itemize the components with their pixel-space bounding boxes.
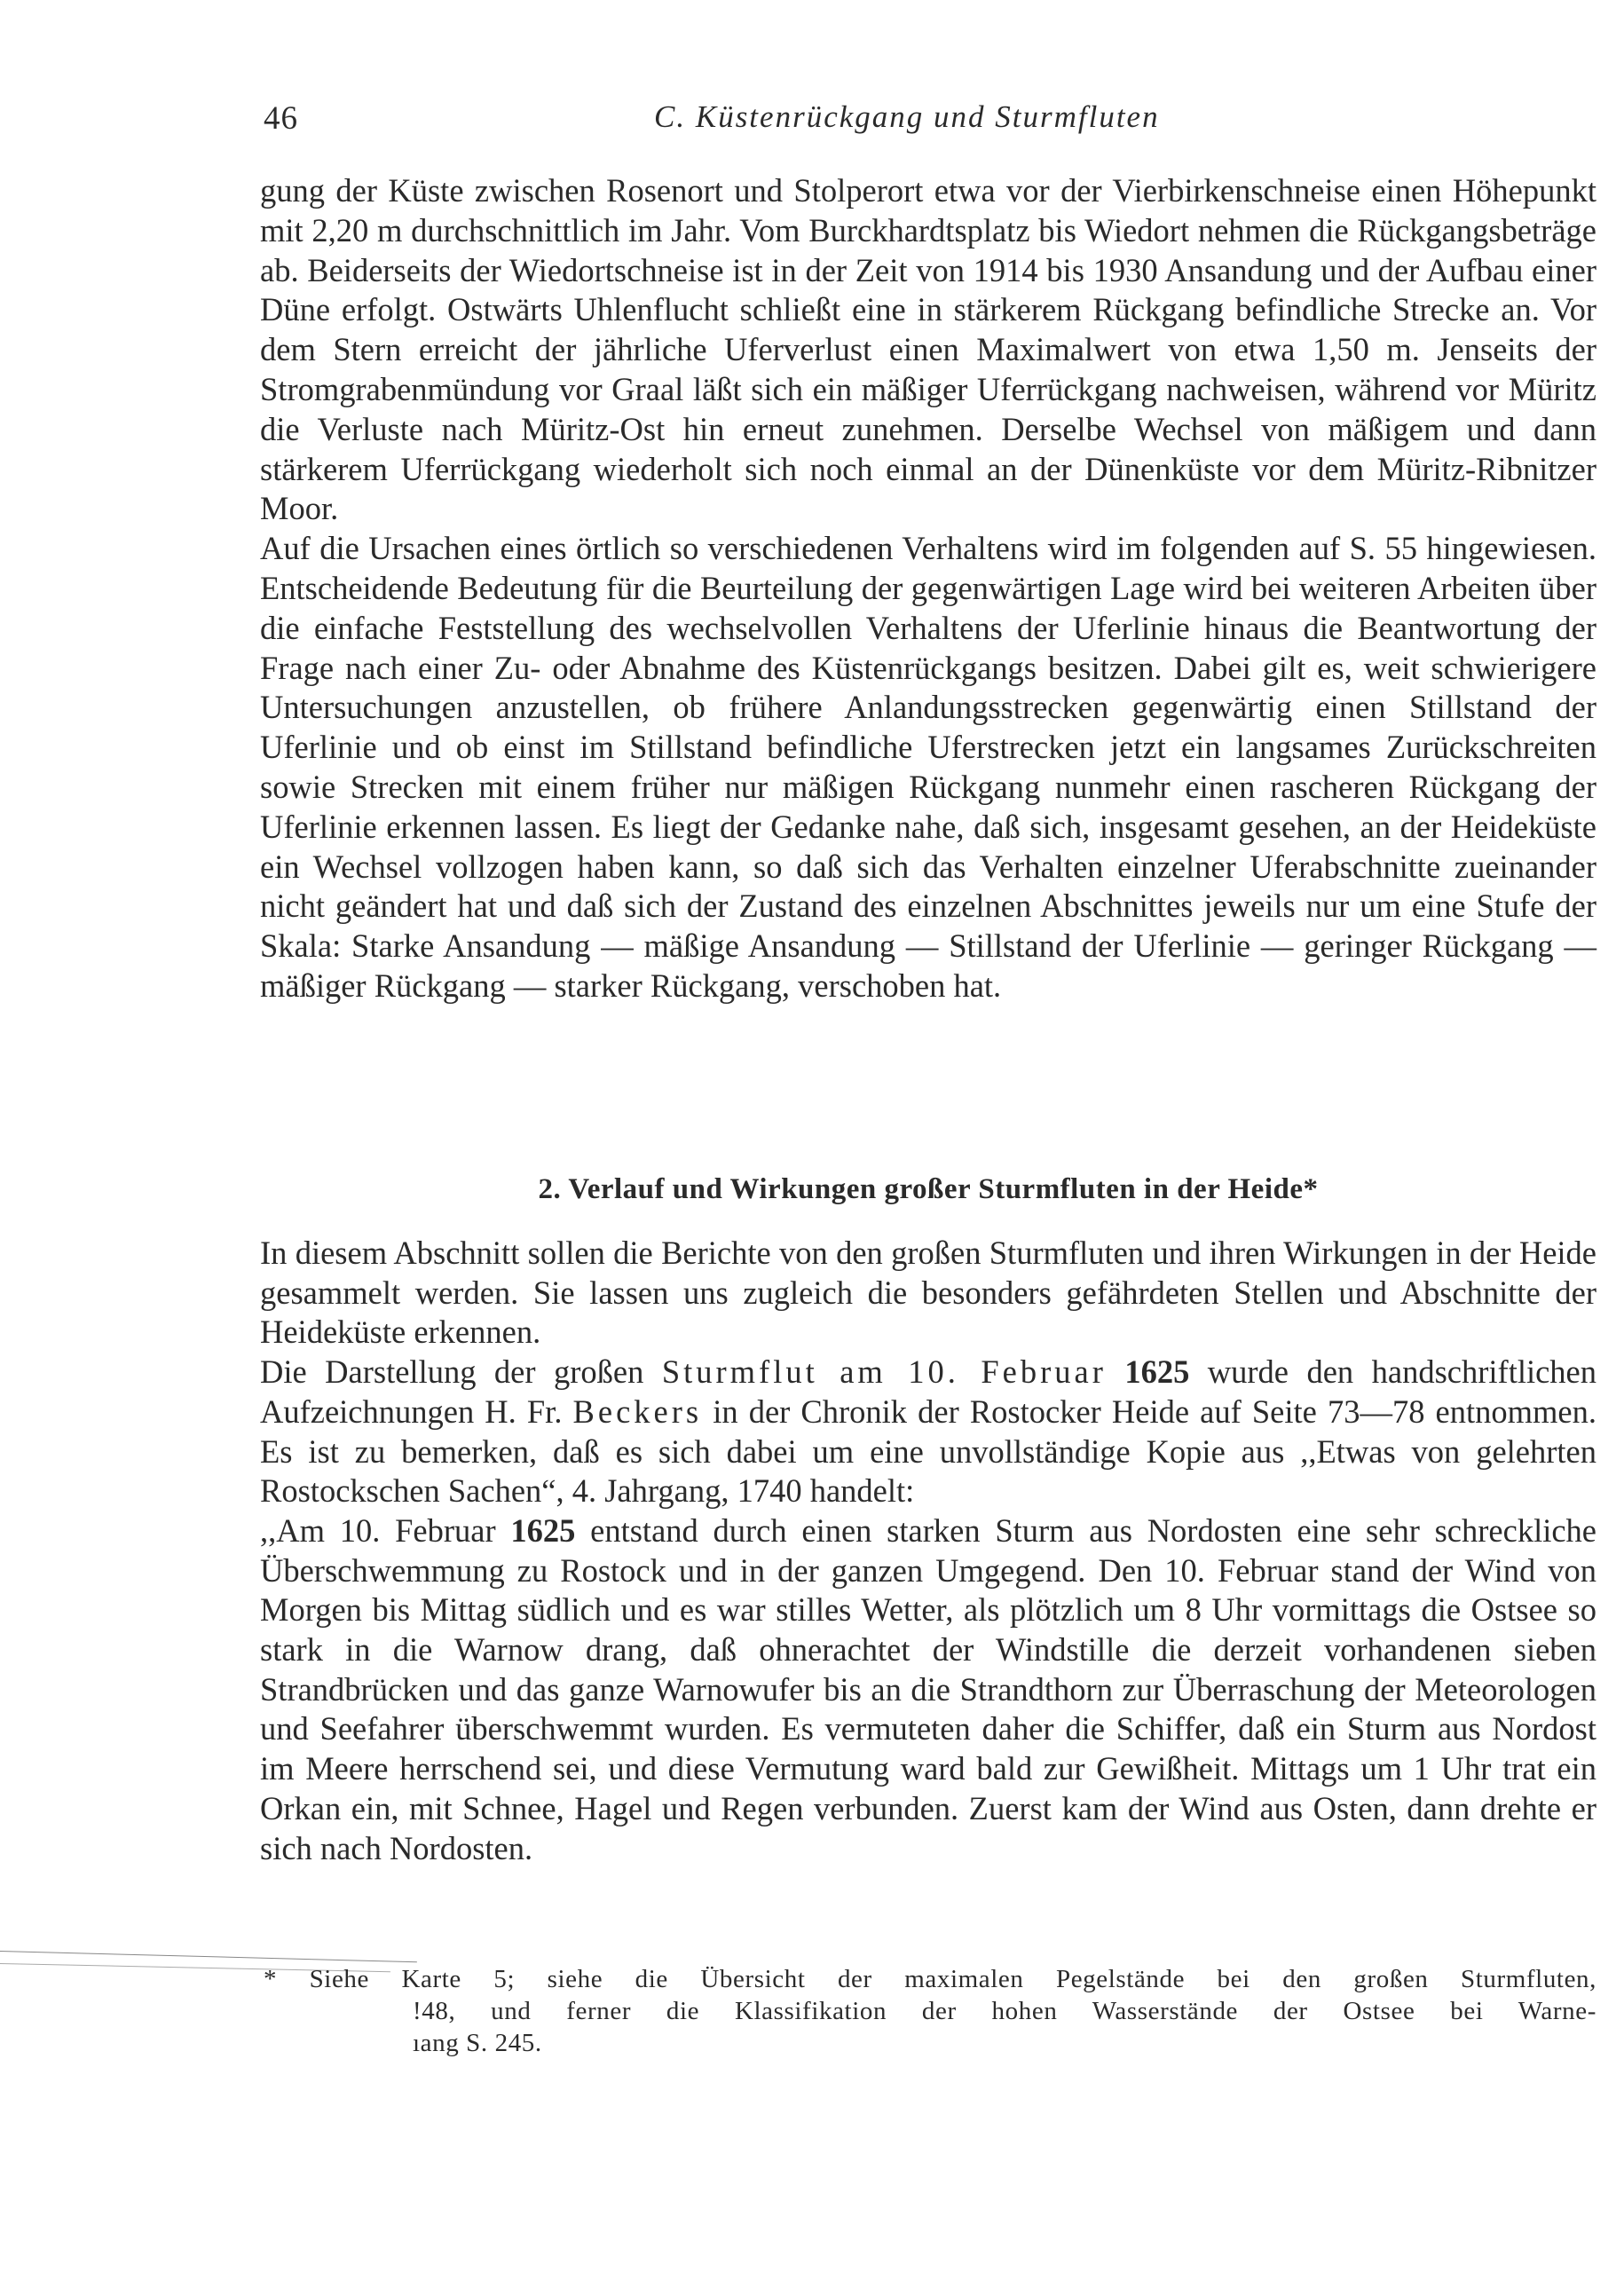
body-text-top [260, 171, 1596, 1006]
text-span: in der Chronik der Rostocker Heide auf Seite 73—78 entnommen. Es ist zu bemerken, daß es sich dabei um eine unvollständige Kopie aus ,,Etwas von gelehrten Rostockschen Sachen“, 4. Jahrgang, 1740 handelt: [260, 1392, 1596, 1510]
running-title: C. Küstenrückgang und Sturmfluten [654, 99, 1160, 134]
page-number: 46 [264, 100, 298, 137]
paragraph-coast-retreat: gung der Küste zwischen Rosenort und Stolperort etwa vor der Vierbirkenschneise einen Höhepunkt mit 2,20 m durchschnittlich im Jahr. Vom Burckhardtsplatz bis Wiedort nehmen die Rückgangsbeträge ab. Beiderseits der Wiedortschneise ist in der Zeit von 1914 bis 1930 Ansandung und der Aufbau einer Düne erfolgt. Ostwärts Uhlenflucht schließt eine in stärkerem Rückgang befindliche Strecke an. Vor dem Stern erreicht der jährliche Uferverlust einen Maximalwert von etwa 1,50 m. Jenseits der Stromgrabenmündung vor Graal läßt sich ein mäßiger Uferrückgang nachweisen, während vor Müritz die Verluste nach Müritz-Ost hin erneut zunehmen. Derselbe Wechsel von mäßigem und dann stärkerem Uferrückgang wiederholt sich noch einmal an der Dünenküste vor dem Müritz-Ribnitzer Moor. [260, 172, 1596, 527]
spaced-emphasis: Sturmflut am 10. Februar [661, 1353, 1107, 1391]
section-heading: 2. Verlauf und Wirkungen großer Sturmfluten in der Heide* [538, 1173, 1319, 1205]
spaced-author: Beckers [572, 1392, 703, 1430]
bold-year: 1625 [1124, 1353, 1190, 1391]
footnote-line: * Siehe Karte 5; siehe die Übersicht der maximalen Pegelstände bei den großen Sturmfluten, [264, 1965, 1596, 1993]
footnote-line: !48, und ferner die Klassifikation der hohen Wasserstände der Ostsee bei Warne- [413, 1997, 1596, 2025]
body-text-bottom [260, 1234, 1596, 1868]
paragraph-causes: Auf die Ursachen eines örtlich so verschiedenen Verhaltens wird im folgenden auf S. 55 hingewiesen. Entscheidende Bedeutung für die Beurteilung der gegenwärtigen Lage wird bei weiteren Arbeiten über die einfache Feststellung des wechselvollen Verhaltens der Uferlinie hinaus die Beantwortung der Frage nach einer Zu- oder Abnahme des Küstenrückgangs besitzen. Dabei gilt es, weit schwierigere Untersuchungen anzustellen, ob frühere Anlandungsstrecken gegenwärtig einen Stillstand der Uferlinie und ob einst im Stillstand befindliche Uferstrecken jetzt ein langsames Zurückschreiten sowie Strecken mit einem früher nur mäßigen Rückgang nunmehr einen rascheren Rückgang der Uferlinie erkennen lassen. Es liegt der Gedanke nahe, daß sich, insgesamt gesehen, an der Heideküste ein Wechsel vollzogen haben kann, so daß sich das Verhalten einzelner Uferabschnitte zueinander nicht geändert hat und daß sich der Zustand des einzelnen Abschnittes jeweils nur um eine Stufe der Skala: Starke Ansandung — mäßige Ansandung — Stillstand der Uferlinie — geringer Rückgang — mäßiger Rückgang — starker Rückgang, verschoben hat. [260, 530, 1596, 1004]
text-span: entstand durch einen starken Sturm aus Nordosten eine sehr schreckliche Überschwemmung zu Rostock und in der ganzen Umgegend. Den 10. Februar stand der Wind von Morgen bis Mittag südlich und es war stilles Wetter, als plötzlich um 8 Uhr vormittags die Ostsee so stark in die Warnow drang, daß ohnerachtet der Windstille die derzeit vorhandenen sieben Strandbrücken und das ganze Warnowufer bis an die Strandthorn zur Überraschung der Meteorologen und Seefahrer überschwemmt wurden. Es vermuteten daher die Schiffer, daß ein Sturm aus Nordost im Meere herrschend sei, und diese Vermutung ward bald zur Gewißheit. Mittags um 1 Uhr trat ein Orkan ein, mit Schnee, Hagel und Regen verbunden. Zuerst kam der Wind aus Osten, dann drehte er sich nach Nordosten. [260, 1511, 1596, 1866]
page-header [264, 99, 1595, 144]
footnote [264, 1963, 1596, 2059]
text-span: Die Darstellung der großen [260, 1353, 662, 1391]
footnote-rule [0, 1951, 417, 1962]
paragraph-quote [260, 1511, 1596, 1868]
paragraph-becker-source [260, 1353, 1596, 1511]
text-span: wurde den handschriftlichen Aufzeichnungen H. Fr. [260, 1353, 1597, 1430]
footnote-line: ıang S. 245. [413, 2029, 542, 2057]
paragraph-intro: In diesem Abschnitt sollen die Berichte von den großen Sturmfluten und ihren Wirkungen in der Heide gesammelt werden. Sie lassen uns zugleich die besonders gefährdeten Stellen und Abschnitte der Heideküste erkennen. [260, 1235, 1596, 1351]
text-span: ,,Am 10. Februar [260, 1511, 511, 1549]
bold-year: 1625 [510, 1511, 576, 1549]
